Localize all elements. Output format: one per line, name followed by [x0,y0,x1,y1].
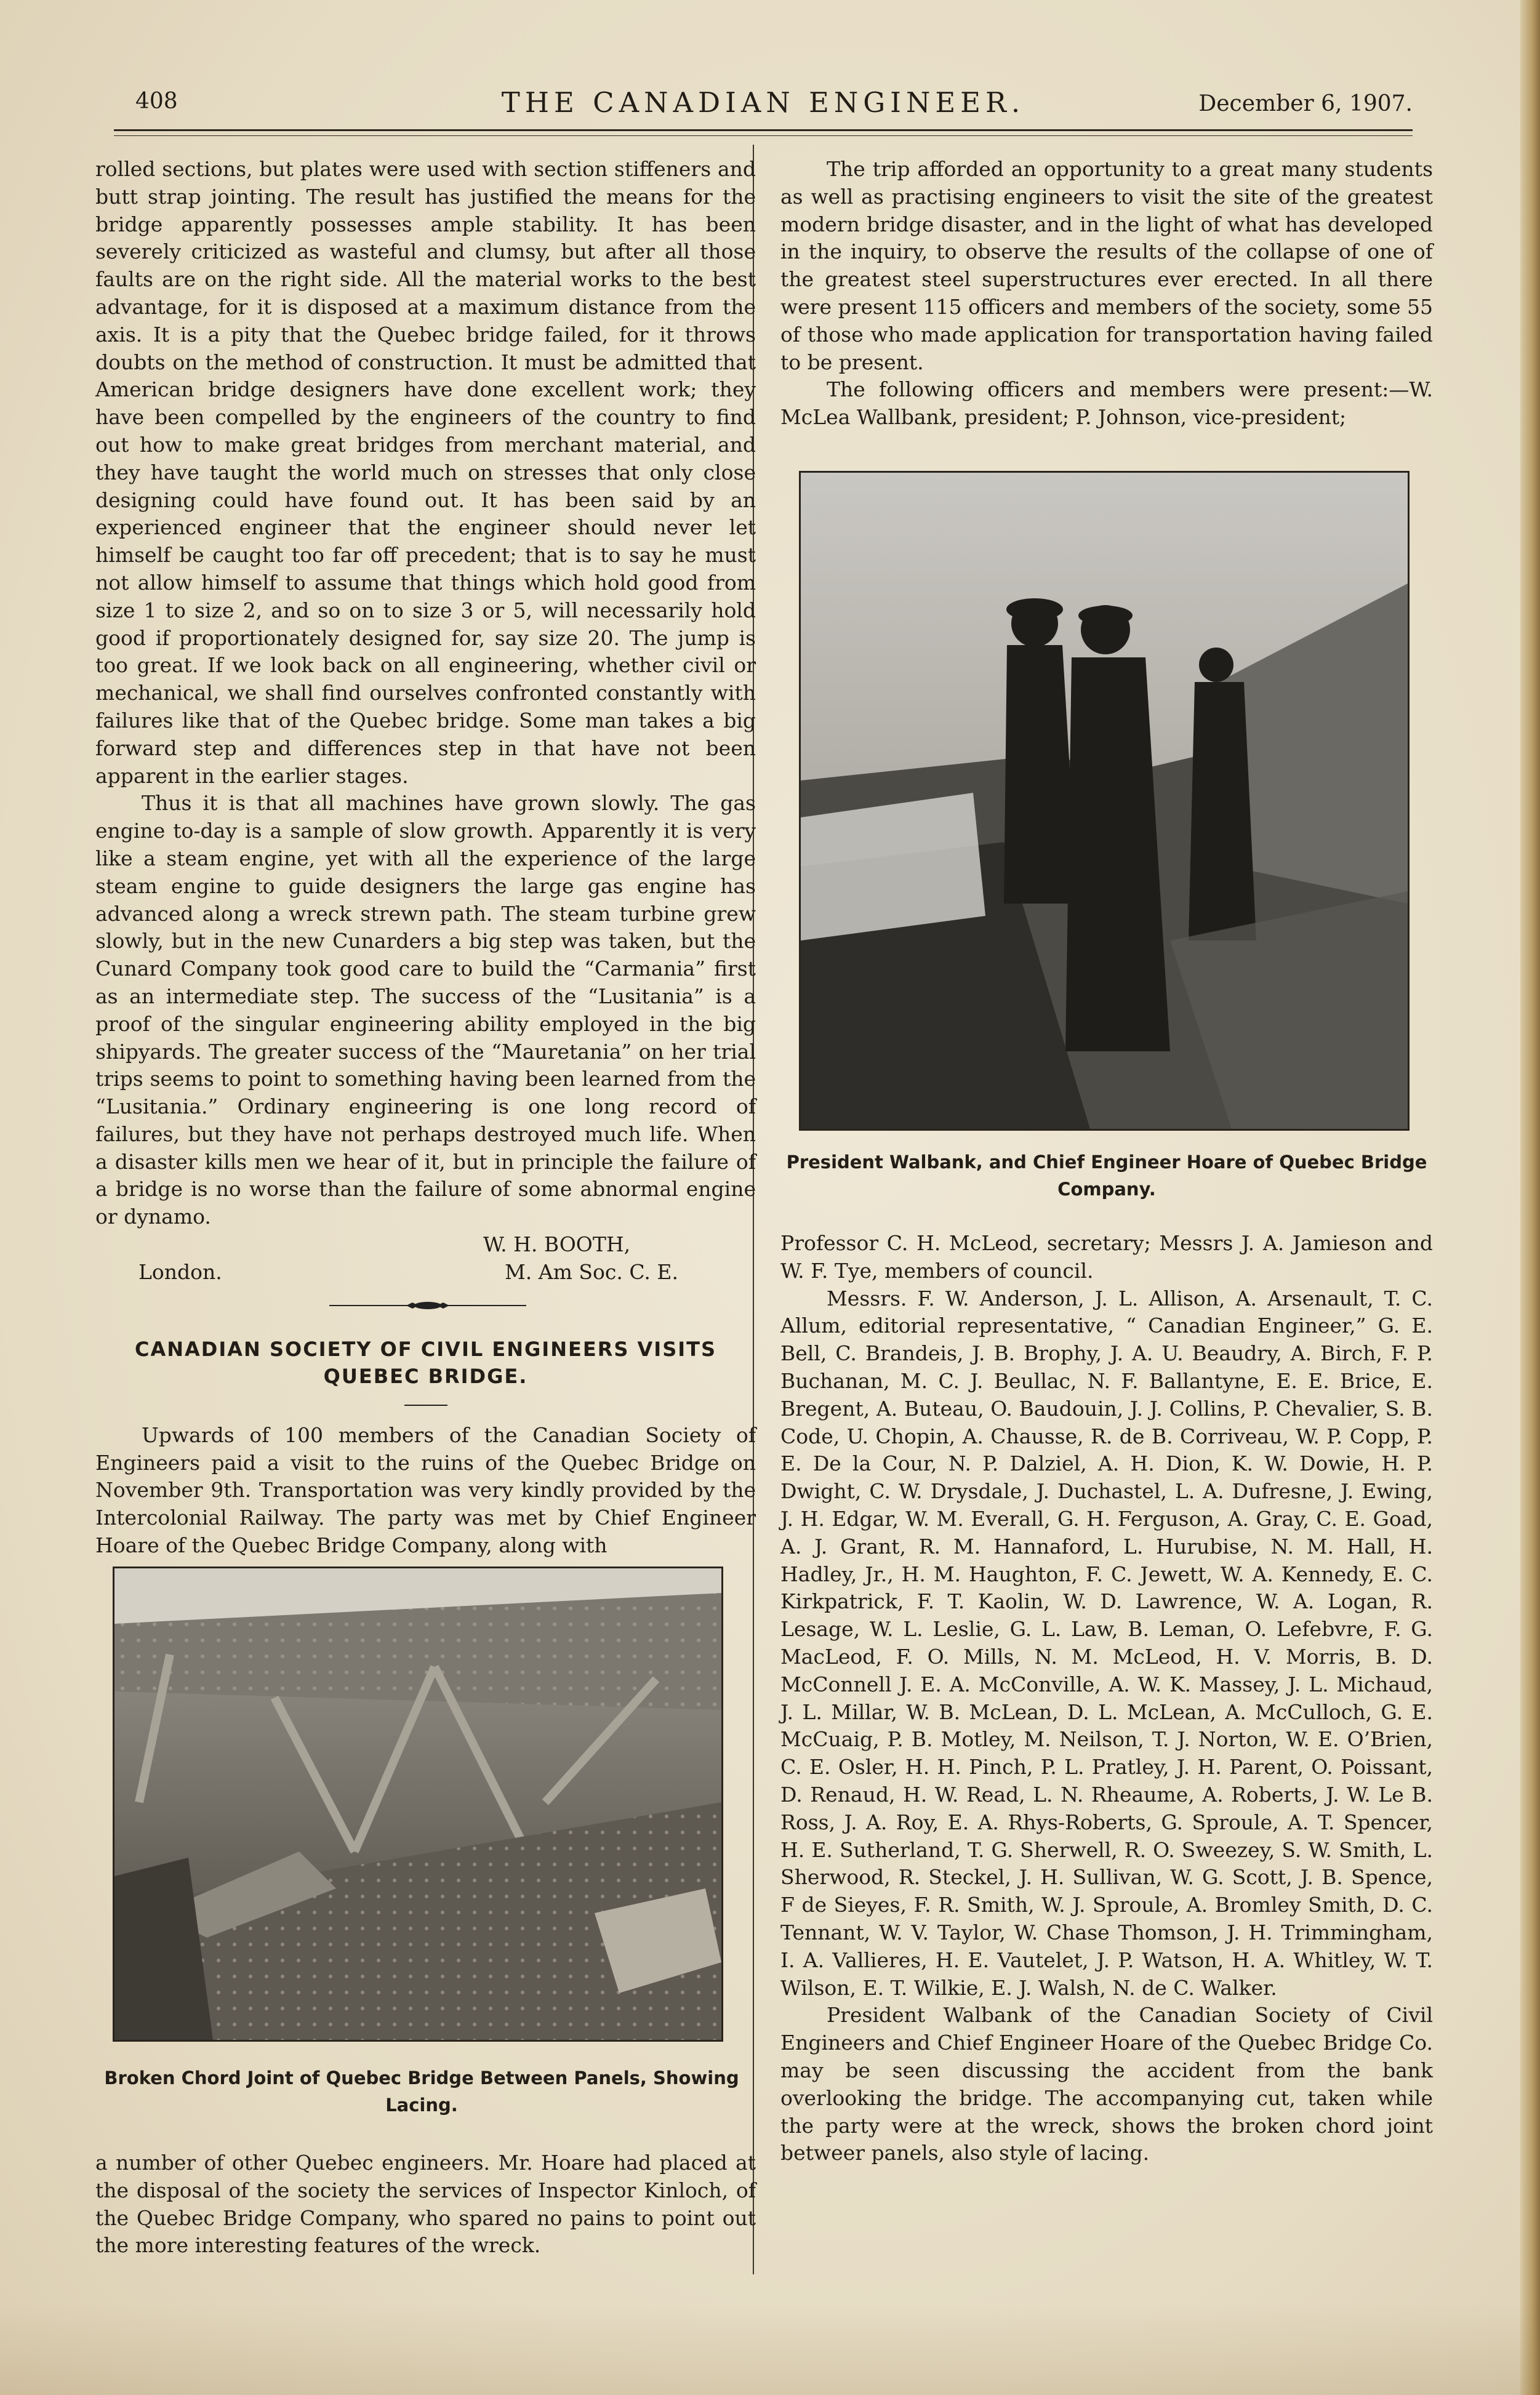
signature-title: M. Am Soc. C. E. [505,1259,678,1284]
photo-walbank-and-hoare [799,471,1410,1131]
running-head [114,86,1413,129]
issue-date: December 6, 1907. [1198,91,1413,116]
left-column-continued [95,2149,756,2260]
header-rule [114,129,1413,131]
photo-broken-chord-joint [113,1567,723,2042]
ornament-divider [95,1301,756,1310]
article-paragraph: President Walbank of the Canadian Society of Civil Engineers and Chief Engineer Hoare of the Quebec Bridge Co. may be seen discussing the accident from the bank overlooking the bridge. The accompanying cut, taken while the party were at the wreck, shows the broken chord joint betweer panels, also style of lacing. [780,2003,1433,2165]
page-shadow [0,2303,1540,2395]
author-signature: W. H. BOOTH, [483,1232,631,1257]
article-paragraph: Professor C. H. McLeod, secretary; Messrs J. A. Jamieson and W. F. Tye, members of council. [780,1231,1433,1283]
article-paragraph: The trip afforded an opportunity to a great many students as well as practising engineers to visit the site of the greatest modern bridge disaster, and in the light of what has developed in the inquiry, to observe the results of the collapse of one of the greatest steel superstructures ever erected. In all there were present 115 officers and members of the society, some 55 of those who made application for transportation having failed to be present. [780,157,1433,374]
signature-place: London. [138,1259,222,1284]
members-list: Messrs. F. W. Anderson, J. L. Allison, A. Arsenault, T. C. Allum, editorial representative, “ Canadian Engineer,” G. E. Bell, C. Brandeis, J. B. Brophy, J. A. U. Beaudry, A. Birch, F. P. Buchanan, M. C. J. Beullac, N. F. Ballantyne, E. E. Brice, E. Bregent, A. Buteau, O. Baudouin, J. J. Collins, P. Chevalier, S. B. Code, U. Chopin, A. Chausse, R. de B. Corriveau, W. P. Copp, P. E. De la Cour, N. P. Dalziel, A. H. Dion, K. W. Dowie, H. P. Dwight, C. W. Drysdale, J. Duchastel, L. A. Dufresne, J. Ewing, J. H. Edgar, W. M. Everall, G. H. Ferguson, A. Gray, C. E. Goad, A. J. Grant, R. M. Hannaford, L. Hurubise, N. M. Hall, H. Hadley, Jr., H. M. Haughton, F. C. Jewett, W. A. Kennedy, E. C. Kirkpatrick, F. T. Kaolin, W. D. Lawrence, W. A. Logan, R. Lesage, W. L. Leslie, G. L. Law, B. Leman, O. Lefebvre, F. G. MacLeod, F. O. Mills, N. M. McLeod, H. V. Morris, B. D. McConnell J. E. A. McConville, A. W. K. Massey, J. L. Michaud, J. L. Millar, W. B. McLean, D. L. McLean, A. McCulloch, G. E. McCuaig, P. B. Motley, M. Neilson, T. J. Norton, W. E. O’Brien, C. E. Osler, H. H. Pinch, P. L. Pratley, J. H. Parent, O. Poissant, D. Renaud, H. W. Read, L. N. Rheaume, A. Roberts, J. W. Le B. Ross, J. A. Roy, E. A. Rhys-Roberts, G. Sproule, A. T. Spencer, H. E. Sutherland, T. G. Sherwell, R. O. Sweezey, S. W. Smith, L. Sherwood, R. Steckel, J. H. Sullivan, W. G. Scott, J. B. Spence, F de Sieyes, F. R. Smith, W. J. Sproule, A. Bromley Smith, D. C. Tennant, W. V. Taylor, W. Chase Thomson, J. H. Trimmingham, I. A. Vallieres, H. E. Vautelet, J. P. Watson, H. A. Whitley, W. T. Wilson, E. T. Wilkie, E. J. Walsh, N. de C. Walker. [780,1286,1433,2000]
page-number: 408 [135,89,178,114]
header-rule-thin [114,135,1413,136]
right-column [780,156,1433,431]
binding-edge [1520,0,1540,2395]
article-paragraph: Thus it is that all machines have grown slowly. The gas engine to-day is a sample of slow growth. Apparently it is very like a steam engine, yet with all the experience of the large steam engine to guide designers the large gas engine has advanced along a wreck strewn path. The steam turbine grew slowly, but in the new Cunarders a big step was taken, but the Cunard Company took good care to build the “Carmania” first as an intermediate step. The success of the “Lusitania” is a proof of the singular engineering ability employed in the big shipyards. The greater success of the “Mauretania” on her trial trips seems to point to something having been learned from the “Lusitania.” Ordinary engineering is one long record of failures, but they have not perhaps destroyed much life. When a disaster kills men we hear of it, but in principle the failure of a bridge is no worse than the failure of some abnormal engine or dynamo. [95,791,756,1229]
left-column [95,156,756,1560]
figure-caption-chord: Broken Chord Joint of Quebec Bridge Between Panels, Showing Lacing. [104,2068,739,2116]
journal-title: THE CANADIAN ENGINEER. [501,86,1025,119]
signature-row [95,1259,756,1286]
heading-rule [404,1405,447,1406]
article-paragraph: a number of other Quebec engineers. Mr. Hoare had placed at the disposal of the society the services of Inspector Kinloch, of the Quebec Bridge Company, who spared no pains to point out the more interesting features of the wreck. [95,2151,756,2258]
article-paragraph: rolled sections, but plates were used with section stiffeners and butt strap jointing. The result has justified the means for the bridge apparently possesses ample stability. It has been severely criticized as wasteful and clumsy, but after all those faults are on the right side. All the material works to the best advantage, for it is disposed at a maximum distance from the axis. It is a pity that the Quebec bridge failed, for it throws doubts on the method of construction. It must be admitted that American bridge designers have done excellent work; they have been compelled by the engineers of the country to find out how to make great bridges from merchant material, and they have taught the world much on stresses that only close designing could have found out. It has been said by an experienced engineer that the engineer should never let himself be caught too far off precedent; that is to say he must not allow himself to assume that things which hold good from size 1 to size 2, and so on to size 3 or 5, will necessarily hold good if proportionately designed for, say size 20. The jump is too great. If we look back on all engineering, whether civil or mechanical, we shall find ourselves confronted constantly with failures like that of the Quebec bridge. Some man takes a big forward step and differences step in that have not been apparent in the earlier stages. [95,157,756,788]
article-paragraph: The following officers and members were present:—W. McLea Wallbank, president; P. Johnson, vice-president; [780,377,1433,430]
right-column-continued [780,1230,1433,2167]
figure-caption-president: President Walbank, and Chief Engineer Hoare of Quebec Bridge Company. [786,1152,1427,1200]
article-paragraph: Upwards of 100 members of the Canadian Society of Engineers paid a visit to the ruins of the Quebec Bridge on November 9th. Transportation was very kindly provided by the Intercolonial Railway. The party was met by Chief Engineer Hoare of the Quebec Bridge Company, along with [95,1422,756,1558]
section-heading: CANADIAN SOCIETY OF CIVIL ENGINEERS VISITS QUEBEC BRIDGE. [134,1337,717,1388]
